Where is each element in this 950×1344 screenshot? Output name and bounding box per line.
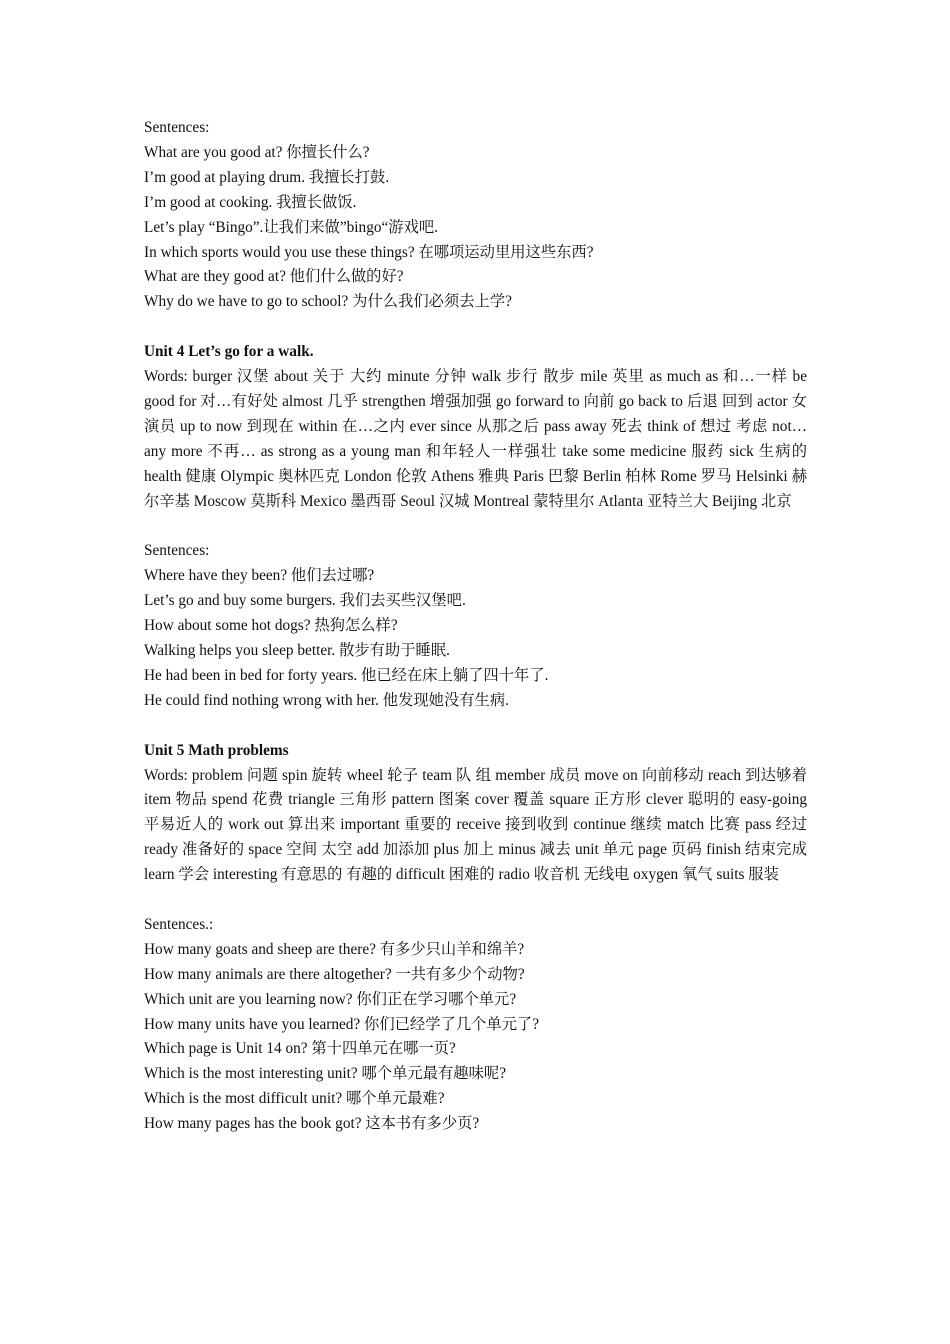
words-paragraph: Words: problem 问题 spin 旋转 wheel 轮子 team 队 组 member 成员 move on 向前移动 reach 到达够着 item 物品 spend 花费 triangle 三角形 pattern 图案 cover 覆盖 square 正方形 clever 聪明的 easy-going 平易近人的 work out 算出来 important 重要的 receive 接到收到 continue 继续 match 比赛 pass 经过 ready 准备好的 space 空间 太空 add 加添加 plus 加上 minus 减去 unit 单元 page 页码 finish 结束完成 learn 学会 interesting 有意思的 有趣的 difficult 困难的 radio 收音机 无线电 oxygen 氧气 suits 服装: [144, 766, 807, 884]
sentence-line: He had been in bed for forty years. 他已经在床上躺了四十年了.: [144, 666, 549, 684]
sentences-label: Sentences.:: [144, 915, 214, 933]
sentence-line: Which is the most difficult unit? 哪个单元最难?: [144, 1090, 445, 1108]
sentence-line: Which page is Unit 14 on? 第十四单元在哪一页?: [144, 1040, 456, 1058]
spacer: [144, 714, 807, 739]
sentence-line: He could find nothing wrong with her. 他发现她没有生病.: [144, 691, 509, 709]
sentence-line: What are they good at? 他们什么做的好?: [144, 268, 404, 286]
sentence-line: Which unit are you learning now? 你们正在学习哪个单元?: [144, 990, 517, 1008]
sentence-line: I’m good at cooking. 我擅长做饭.: [144, 193, 357, 211]
sentence-line: How many units have you learned? 你们已经学了几个单元了?: [144, 1015, 540, 1033]
sentence-line: How many animals are there altogether? 一共有多少个动物?: [144, 965, 525, 983]
sentence-line: Which is the most interesting unit? 哪个单元最有趣味呢?: [144, 1065, 506, 1083]
unit-heading: Unit 5 Math problems: [144, 741, 289, 759]
sentence-line: Why do we have to go to school? 为什么我们必须去上学?: [144, 293, 512, 311]
sentence-line: Let’s go and buy some burgers. 我们去买些汉堡吧.: [144, 592, 466, 610]
document-page: [144, 116, 807, 1137]
sentence-line: Where have they been? 他们去过哪?: [144, 567, 375, 585]
sentences-label: Sentences:: [144, 542, 210, 560]
sentence-line: Let’s play “Bingo”.让我们来做”bingo“游戏吧.: [144, 218, 438, 236]
sentence-line: How many pages has the book got? 这本书有多少页?: [144, 1115, 480, 1133]
unit-heading: Unit 4 Let’s go for a walk.: [144, 343, 314, 361]
sentences-label: Sentences:: [144, 119, 210, 136]
spacer: [144, 514, 807, 539]
sentence-line: I’m good at playing drum. 我擅长打鼓.: [144, 168, 390, 186]
sentence-line: What are you good at? 你擅长什么?: [144, 143, 370, 161]
sentence-line: Walking helps you sleep better. 散步有助于睡眠.: [144, 642, 450, 659]
spacer: [144, 315, 807, 340]
words-paragraph: Words: burger 汉堡 about 关于 大约 minute 分钟 walk 步行 散步 mile 英里 as much as 和…一样 be good for 对…有好处 almost 几乎 strengthen 增强加强 go forward to 向前 go back to 后退 回到 actor 女演员 up to now 到现在 within 在…之内 ever since 从那之后 pass away 死去 think of 想过 考虑 not…any more 不再… as strong as a young man 和年轻人一样强壮 take some medicine 服药 sick 生病的 health 健康 Olympic 奥林匹克 London 伦敦 Athens 雅典 Paris 巴黎 Berlin 柏林 Rome 罗马 Helsinki 赫尔辛基 Moscow 莫斯科 Mexico 墨西哥 Seoul 汉城 Montreal 蒙特里尔 Atlanta 亚特兰大 Beijing 北京: [144, 368, 807, 510]
spacer: [144, 888, 807, 913]
sentence-line: How about some hot dogs? 热狗怎么样?: [144, 617, 398, 635]
sentence-line: In which sports would you use these things? 在哪项运动里用这些东西?: [144, 243, 594, 261]
sentence-line: How many goats and sheep are there? 有多少只山羊和绵羊?: [144, 940, 525, 958]
